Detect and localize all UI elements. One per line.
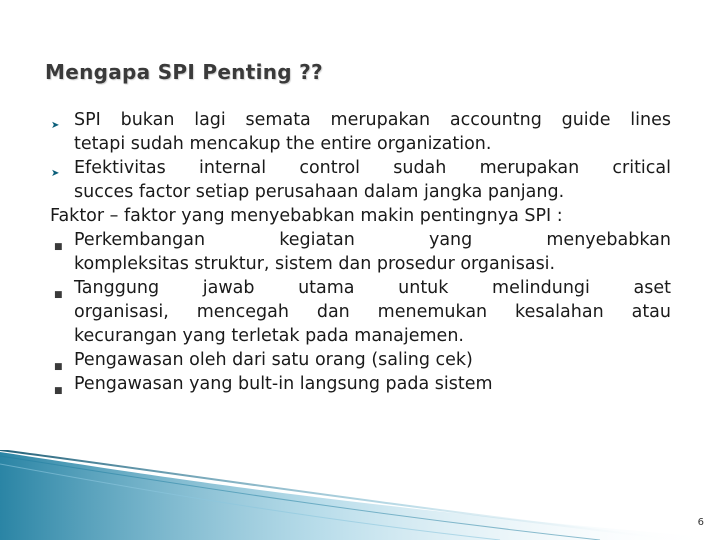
slide-content [50, 108, 671, 396]
bullet-line: Efektivitas internal control sudah merupakan critical [74, 158, 671, 178]
bullet-item [50, 156, 671, 204]
square-bullet-icon: ■ [54, 362, 63, 372]
square-bullet-icon: ■ [54, 386, 63, 396]
square-bullet-icon: ■ [54, 242, 63, 252]
sub-bullet-item [50, 228, 671, 276]
arrow-diamond-icon: ➤ [51, 120, 60, 131]
corner-wave-decoration [0, 450, 720, 540]
page-number: 6 [697, 517, 704, 528]
bullet-line: tetapi sudah mencakup the entire organization. [74, 134, 492, 154]
sub-bullet-item [50, 348, 671, 372]
sub-bullet-line: Perkembangan kegiatan yang menyebabkan [74, 230, 671, 250]
intro-text [50, 204, 671, 228]
bullet-line: succes factor setiap perusahaan dalam jangka panjang. [74, 182, 565, 202]
arrow-diamond-icon: ➤ [51, 168, 60, 179]
slide-title: Mengapa SPI Penting ?? [45, 60, 323, 84]
intro-line: Faktor – faktor yang menyebabkan makin pentingnya SPI : [50, 206, 563, 226]
square-bullet-icon: ■ [54, 290, 63, 300]
sub-bullet-line: organisasi, mencegah dan menemukan kesalahan atau [74, 302, 671, 322]
sub-bullet-line: Pengawasan oleh dari satu orang (saling cek) [74, 350, 473, 370]
sub-bullet-item [50, 276, 671, 348]
bullet-line: SPI bukan lagi semata merupakan accountng guide lines [74, 110, 671, 130]
bullet-item [50, 108, 671, 156]
sub-bullet-line: kecurangan yang terletak pada manajemen. [74, 326, 464, 346]
sub-bullet-line: Tanggung jawab utama untuk melindungi aset [74, 278, 671, 298]
sub-bullet-line: Pengawasan yang bult-in langsung pada sistem [74, 374, 493, 394]
sub-bullet-item [50, 372, 671, 396]
sub-bullet-line: kompleksitas struktur, sistem dan prosedur organisasi. [74, 254, 556, 274]
